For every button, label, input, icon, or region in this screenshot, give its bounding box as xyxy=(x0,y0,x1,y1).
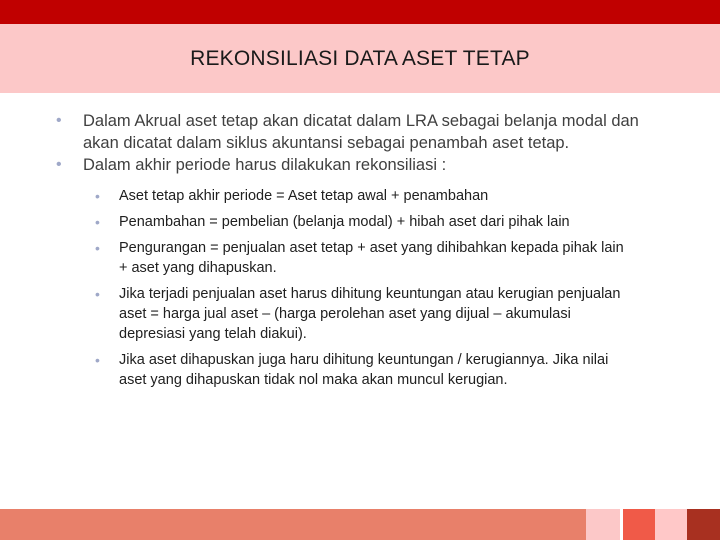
bullet-icon: • xyxy=(95,352,100,368)
sub-list-item xyxy=(0,350,720,390)
bullet-icon: • xyxy=(56,112,62,129)
sub-bullet-text: Aset tetap akhir periode = Aset tetap awal + penambahan xyxy=(119,188,489,204)
bullet-icon: • xyxy=(95,286,100,302)
bullet-text: Dalam Akrual aset tetap akan dicatat dalam LRA sebagai belanja modal dan akan dicatat dalam siklus akuntansi sebagai penambah aset tetap. xyxy=(83,112,639,152)
bullet-icon: • xyxy=(95,214,100,230)
bullet-icon: • xyxy=(95,240,100,256)
bullet-text: Dalam akhir periode harus dilakukan rekonsiliasi : xyxy=(83,156,447,174)
list-item xyxy=(0,154,720,390)
sub-bullet-text: Penambahan = pembelian (belanja modal) + hibah aset dari pihak lain xyxy=(119,214,570,230)
footer-bar xyxy=(0,509,720,540)
sub-bullet-list xyxy=(0,186,720,390)
footer-segment xyxy=(623,509,655,540)
bullet-icon: • xyxy=(95,188,100,204)
sub-list-item xyxy=(0,238,720,278)
footer-segment xyxy=(655,509,687,540)
bullet-icon: • xyxy=(56,156,62,173)
footer-segment xyxy=(687,509,720,540)
sub-list-item xyxy=(0,186,720,206)
sub-bullet-text: Pengurangan = penjualan aset tetap + aset yang dihibahkan kepada pihak lain + aset yang dihapuskan. xyxy=(119,240,624,276)
top-bar xyxy=(0,0,720,24)
list-item xyxy=(0,110,720,154)
slide-content xyxy=(0,110,720,396)
sub-list-item xyxy=(0,212,720,232)
footer-segment xyxy=(0,509,586,540)
sub-bullet-text: Jika terjadi penjualan aset harus dihitung keuntungan atau kerugian penjualan aset = harga jual aset – (harga perolehan aset yang dijual – akumulasi depresiasi yang telah diakui). xyxy=(119,286,621,342)
bullet-list xyxy=(0,110,720,390)
slide-title: REKONSILIASI DATA ASET TETAP xyxy=(190,46,530,70)
title-band xyxy=(0,24,720,93)
footer-segment xyxy=(586,509,620,540)
sub-list-item xyxy=(0,284,720,344)
sub-bullet-text: Jika aset dihapuskan juga haru dihitung keuntungan / kerugiannya. Jika nilai aset yang dihapuskan tidak nol maka akan muncul kerugian. xyxy=(119,352,609,388)
